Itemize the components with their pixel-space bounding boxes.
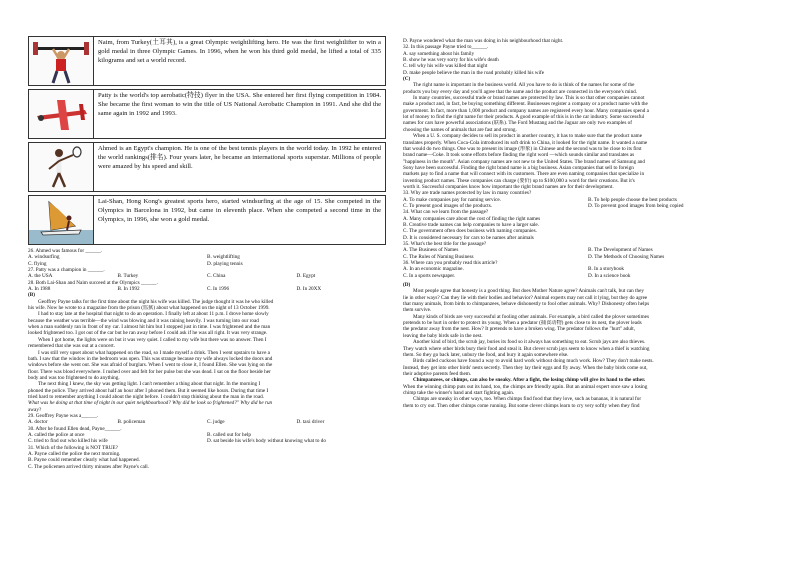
passage-line: when a man suddenly ran in front of my car. I almost hit him but I stopped just in time. I was frightened and the man [28,324,271,331]
passage-line: When a U. S. company decides to sell its product in another country, it has to make sure that the product name [413,133,643,140]
passage-line: The next thing I knew, the sky was getting light. I can't remember a thing about that night. In the morning I [38,381,261,388]
option: A. Payne called the police the next morning. [28,451,121,457]
passage-line: inventing product names. These companies can charge (要价) up to $100,000 a word for their creations. But it's [403,177,635,184]
question-stem: 31. Which of the following is NOT TRUE? [28,444,118,451]
option: C. tried to find out who killed his wife [28,438,108,445]
passage-line: Geoffrey Payne talks for the first time about the night his wife was killed. The judge thought it was he who killed [38,298,274,305]
passage-line: Many kinds of birds are very successful at fooling other animals. For example, a bird called the plover sometimes [413,313,649,320]
questions-33-36 [403,190,773,279]
option: B. policeman [117,419,146,426]
tennis-player-picture [29,143,94,191]
question-options [28,273,386,279]
question-line: C. tell why his wife was killed that night [403,63,488,70]
option: B. In a storybook [588,266,625,273]
option: B. In 1992 [117,286,140,293]
option: D. In a science book [588,272,631,279]
option: D. It is considered necessary for cars to be names after animals [403,234,534,241]
athlete-row [28,89,386,139]
passage-line: body and was too frightened to do anything. [28,374,120,381]
passage-line: worth it. Successful companies know how important the right brand names are for their development. [403,183,614,190]
option: A. In 1988 [28,286,51,293]
question-options [28,419,386,425]
option: A. Many companies care about the cost of finding the right names [403,215,541,222]
option: A. The Business of Names [403,247,459,254]
option: C. The government often does business with naming companies. [403,228,537,235]
passage-line: Instead, they get into other birds' nests secretly. Then they lay their eggs and fly away. When the baby birds come out, [403,364,648,371]
passage-line: government. In fact, more than 1,000 product and company names are registered every hour. Many companies spend a [403,107,649,114]
option: B. Turkey [117,273,139,280]
passage-line: that many animals, from birds to chimpanzees, behave dishonestly to fool other animals. Why? Dishonesty often helps [403,301,650,308]
option: D. The Methods of Choosing Names [588,253,665,260]
passage-line: brand name—Coke. It took some efforts before finding the right word —which sounds similar and translates as [403,152,635,159]
option: C. To present good images of the products. [403,202,493,209]
option: D. taxi driver [296,419,325,426]
left-column [28,36,386,470]
questions-29-31 [28,413,386,470]
right-column [403,38,773,409]
passage-b [28,299,386,413]
question-stem: 28. Both Lai-Shan and Naim succeed at the Olympics ______. [28,279,158,286]
option: C. In a sports newspaper. [403,272,456,279]
passage-line: When I got home, the lights were on but it was very quiet. I called to my wife but there was no answer. Then I [38,336,267,343]
option: B. Payne could remember clearly what had happened. [28,457,140,464]
option: A. In an economic magazine. [403,266,464,273]
passage-line: his wife. Now he wrote to a magazine from the prison (监狱) about what happened on the night of 13 October 1999. [28,305,270,312]
section-d-heading: (D) [403,282,411,289]
option: D. sat beside his wife's body without knowing what to do [207,438,326,445]
athlete-profiles [28,36,386,245]
option: C. flying [28,260,47,267]
option: D. In 20XX [296,286,322,293]
option: D. playing tennis [207,260,243,267]
question-options [28,286,386,292]
question-line: D. make people believe the man in the road probably killed his wife [403,69,545,76]
passage-line: away? [28,406,42,413]
athlete-row [28,36,386,86]
option: A. called the police at once [28,431,85,438]
passage-line: tried hard to remember anything I could about the night before. I couldn't stop thinking about the man in the road. [28,393,265,400]
passage-line: bath. I saw that the window in the bedroom was open. This was strange because my wife always locked the doors and [28,355,273,362]
section-b-heading: (B) [28,292,35,299]
option: B. Creative trade names can help companies to have a larger sale. [403,221,540,228]
passage-line: them survive. [403,307,432,314]
option: B. weightlifting [207,254,240,261]
passage-line: Another kind of bird, the scrub jay, buries its food so it always has something to eat. Scrub jays are also thieves. [413,339,646,346]
athlete-text: Lai-Shan, Hong Kong's greatest sports hero, started windsurfing at the age of 15. She competed in the Olympics in Barcelona in 1992, but came in eleventh place. When she competed a second time in the Olympics, in 1996, she won a gold medal. [98,198,381,223]
passage-line: that would do two things. One was to present its image (形象) in Chinese and the second was to be close to its first [403,145,642,152]
passage-line: them to cry out. Then other chimps come running. But some clever chimps learn to cry very softly when they find [403,402,640,409]
passage-line: leaving the baby birds safe in the nest. [403,332,483,339]
passage-line: markets pay to find a name that will connect with its customers. There are even naming companies that specialize in [403,171,645,178]
passage-line: lot of money to find the right name for their products. A good example of this is in the car industry. Some successful [403,114,645,121]
passage-line: remembered that she was out at a concert. [28,343,115,350]
passage-line: names for cars have powerful associations (联系). The Ford Mustang and the Jaguar are only two examples of [403,120,632,127]
question-stem: 34. What can we learn from the passage? [403,209,489,216]
question-stem: 26. Ahmed was famous for ______. [28,248,103,254]
passage-line: pretends to be hurt in order to protect its young. When a predator (捕食动物) gets close to its nest, the plover leads [403,320,642,327]
option: A. To make companies pay for naming service. [403,196,501,203]
passage-line: looked frightened too. I got out of the car but he ran away before I could ask if he was all right. It was very strange. [28,330,268,337]
passage-line: Most people agree that honesty is a good thing. But does Mother Nature agree? Animals can't talk, but can they [413,288,644,295]
option-row [28,438,386,444]
question-stem: 36. Where can you probably read this article? [403,260,498,267]
passage-line: the predator away from the nest. How? It pretends to have a broken wing. The predator follows the "hurt" adult, [403,326,636,333]
passage-line: In many countries, successful trade or brand names are protected by law. This is so that other companies cannot [413,95,645,102]
passage-line: They watch where other birds bury their food and steal it. But clever scrub jays seem to know when a thief is watching [403,345,650,352]
aerobatic-plane-picture [29,90,94,138]
passage-line: make a product and, in fact, be buying something different. Businesses register a company or a product name with the [403,101,648,108]
passage-line: Chimps are sneaky in other ways, too. When chimps find food that they love, such as bananas, it is natural for [413,396,642,403]
question-31-32-continued [403,38,773,76]
option: C. The Rules of Naming Business [403,253,474,260]
option: A. the USA [28,273,53,280]
question-line: 32. In this passage Payne tried to______. [403,44,489,51]
passage-line: because the weather was terrible—the wind was blowing and it was raining heavily. I was turning into our road [28,317,259,324]
passage-line: Sony have been successful. Finding the right brand name is a big business. Asian companies that sell to foreign [403,164,634,171]
question-stem: 29. Geoffrey Payne was a______. [28,412,99,419]
passage-line: lie in other ways? Can they lie with their bodies and behavior? Animal experts may not call it lying, but they do agree [403,294,648,301]
athlete-text: Naim, from Turkey(土耳其), is a great Olympic weightlifting hero. He was the first weightlifter to win a gold medal in three Olympic Games. In 1996, when he won his third gold medal, he lifted a total of 335 kilograms and set a world record. [98,39,381,64]
option: C. In 1996 [207,286,230,293]
passage-line: The right name is important in the business world. All you have to do is think of the names for some of the [413,82,635,89]
windsurfer-picture [29,196,94,244]
option: B. To help people choose the best products [588,196,677,203]
passage-line: their adoptive parents feed them. [403,370,472,377]
option: D. To prevent good images from being copied [588,202,684,209]
passage-line: Birds called cuckoos have found a way to avoid hard work without doing much work. How? They don't make nests. [413,358,654,365]
question-line: D. Payne wondered what the man was doing in his neighbourhood that night. [403,38,564,44]
passage-line: floor. There was blood everywhere. I rushed over and felt for her pulse but she was dead. I sat on the floor beside her [28,368,271,375]
athlete-text: Patty is the world's top aerobatic(特技) flyer in the USA. She entered her first flying competition in 1984. She became the first woman to win the title of US National Aerobatic Champion in 1991. And she did the same again in 1992 and 1993. [98,92,381,117]
passage-line: When the winning chimp puts out its hand, too, the chimps are friendly again. But an animal expert once saw a losing [403,383,648,390]
athlete-text: Ahmed is an Egypt's champion. He is one of the best tennis players in the world today. In 1992 he entered the world rankings(排名). Four years later, he became an international sports superstar. Millions of people were amazed by his speed and skill. [98,145,381,170]
question-line: A. say something about his family [403,50,475,57]
option: B. The Development of Names [588,247,653,254]
section-c-heading: (C) [403,76,411,83]
questions-26-28 [28,248,386,292]
question-stem: 35. What's the best title for the passage? [403,241,487,247]
option: A. windsurfing [28,254,60,261]
passage-line: Chimpanzees, or chimps, can also be sneaky. After a fight, the losing chimp will give its hand to the other. [413,377,646,384]
option: C. judge [207,419,225,426]
passage-line: I had to stay late at the hospital that night to do an operation. I finally left at about 11 p.m. I drove home slowly [38,311,269,318]
question-stem: 30. After he found Ellen dead, Payne______. [28,425,122,432]
passage-line: "happiness in the mouth". Asian company names are not new to the United States. The brand names of Samsung and [403,158,645,165]
passage-line: phoned the police. They arrived about half an hour after I phoned them. But it seemed like hours. During that time I [28,387,269,394]
athlete-row [28,142,386,192]
passage-line: translates properly. When Coca-Cola introduced its soft drink to China, it looked for the right name. It wanted a name [403,139,648,146]
weightlifter-picture [29,37,94,85]
option: A. doctor [28,419,48,426]
passage-line: windows before she went out. She was afraid of burglars. When I went to close it, I found Ellen. She was lying on the [28,362,273,369]
athlete-row [28,195,386,245]
option: C. The policemen arrived thirty minutes after Payne's call. [28,463,149,470]
passage-line: them. So they go back later, unbury the food, and bury it again somewhere else. [403,351,569,358]
question-stem: 33. Why are trade names protected by law in many countries? [403,190,532,197]
passage-c [403,82,773,190]
passage-line: products you buy every day and you'll agree that the name and the product are connected in the everyone's mind. [403,88,638,95]
option: C. China [207,273,226,280]
option: B. called out for help [207,431,251,438]
passage-line: chimp take the winner's hand and start fighting again. [403,389,515,396]
passage-line: I was still very upset about what happened on the road, so I made myself a drink. Then I went upstairs to have a [38,349,270,356]
question-stem: 27. Patty was a champion in ______. [28,267,105,274]
passage-line: What was he doing at that time of night in our quiet neighbourhood? Why did he look so frightened?" Why did he run [28,400,273,407]
question-line: B. show he was very sorry for his wife's death [403,57,499,64]
option-row [403,273,773,279]
passage-d [403,288,773,409]
option: D. Egypt [296,273,316,280]
passage-line: choosing the names of animals that are fast and strong. [403,126,517,133]
